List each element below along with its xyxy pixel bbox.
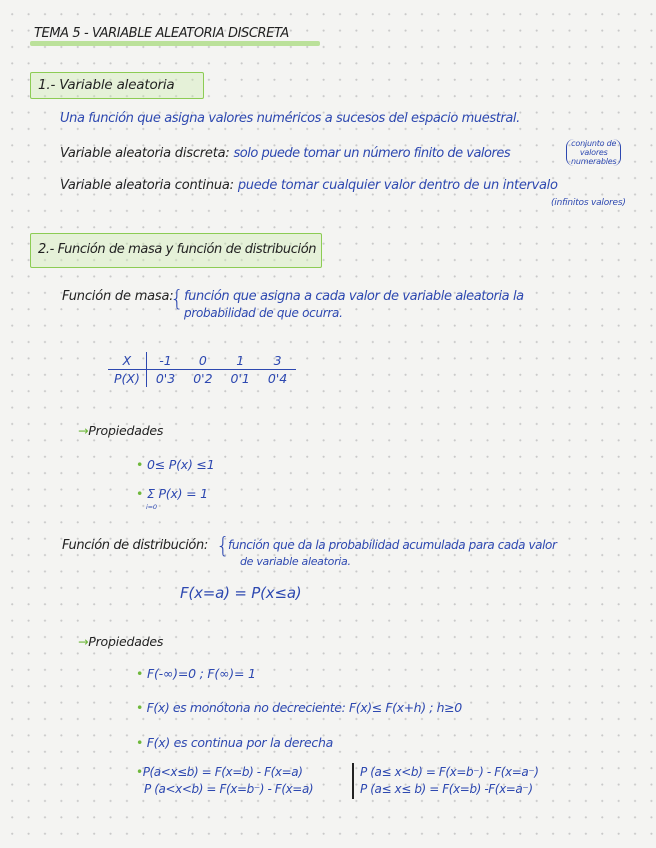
distribution-formula: F(x=a) = P(x≤a) xyxy=(180,584,302,602)
table-p-label: P(X) xyxy=(108,370,146,388)
mass-brace: { xyxy=(170,287,184,312)
table-p-value: 0'3 xyxy=(155,371,176,386)
table-x-value: 0 xyxy=(184,352,221,370)
distribution-properties-heading: →Propiedades xyxy=(78,634,164,649)
bullet-icon: • xyxy=(136,457,144,472)
section1-heading: 1.- Variable aleatoria xyxy=(38,77,175,93)
mass-desc-line-1: función que asigna a cada valor de variable aleatoria la xyxy=(184,289,524,304)
random-variable-definition: Una función que asigna valores numéricos a sucesos del espacio muestral. xyxy=(60,111,520,126)
interval-formula: P (a≤ x≤ b) = F(x=b) -F(x=a⁻) xyxy=(360,782,533,796)
discrete-note xyxy=(566,139,621,166)
bullet-icon: • xyxy=(136,486,144,501)
table-p-value: 0'4 xyxy=(267,371,288,386)
interval-left-block xyxy=(136,764,313,798)
table-x-value: 1 xyxy=(222,352,259,370)
distribution-brace: { xyxy=(216,534,230,559)
mass-properties-heading: →Propiedades xyxy=(78,423,164,438)
mass-function-term: Función de masa: xyxy=(62,289,174,304)
table-p-value: 0'2 xyxy=(193,371,213,386)
table-x-label: X xyxy=(108,352,146,370)
title-highlight xyxy=(30,41,320,46)
continuous-desc: puede tomar cualquier valor dentro de un intervalo xyxy=(237,178,558,193)
distribution-property-2: • F(x) es monótona no decreciente: F(x)≤ F(x+h) ; h≥0 xyxy=(136,700,462,715)
interval-formula: •P(a<x≤b) = F(x=b) - F(x=a) xyxy=(136,765,303,779)
bullet-icon: • xyxy=(136,700,143,715)
bullet-icon: • xyxy=(136,735,144,750)
arrow-right-icon: → xyxy=(78,423,89,438)
discrete-desc: solo puede tomar un número finito de valores xyxy=(233,146,511,161)
discrete-note-line-1: conjunto de xyxy=(571,139,617,148)
bullet-icon: • xyxy=(136,666,144,681)
distribution-property-3: • F(x) es continua por la derecha xyxy=(136,735,333,750)
page-title: TEMA 5 - VARIABLE ALEATORIA DISCRETA xyxy=(34,26,289,41)
arrow-right-icon: → xyxy=(78,634,89,649)
continuous-term: Variable aleatoria continua: xyxy=(60,178,234,193)
table-p-value: 0'1 xyxy=(230,371,250,386)
probability-table xyxy=(108,352,296,387)
interval-formula: P (a≤ x<b) = F(x=b⁻) - F(x=a⁻) xyxy=(360,765,539,779)
discrete-note-line-3: numerables xyxy=(571,157,617,166)
discrete-term: Variable aleatoria discreta: xyxy=(60,146,230,161)
mass-desc-line-2: probabilidad de que ocurra. xyxy=(184,306,343,320)
discrete-note-line-2: valores xyxy=(579,148,608,157)
interval-right-block xyxy=(360,764,539,798)
distribution-desc-line-1: función que da la probabilidad acumulada para cada valor xyxy=(228,538,557,552)
interval-divider xyxy=(352,763,354,799)
continuous-note: (infinitos valores) xyxy=(551,198,626,208)
mass-property-2: • Σ P(x) = 1 xyxy=(136,486,208,501)
section2-heading: 2.- Función de masa y función de distribución xyxy=(38,242,317,257)
sum-index: i=0 xyxy=(146,503,157,511)
distribution-property-1: • F(-∞)=0 ; F(∞)= 1 xyxy=(136,666,256,681)
distribution-function-term: Función de distribución: xyxy=(62,538,208,553)
interval-formula: P (a<x<b) = F(x=b⁻) - F(x=a) xyxy=(144,782,314,796)
mass-property-1: • 0≤ P(x) ≤1 xyxy=(136,457,215,472)
table-x-value: -1 xyxy=(146,352,184,370)
distribution-desc-line-2: de variable aleatoria. xyxy=(240,555,351,568)
discrete-variable-line xyxy=(60,146,510,161)
table-x-value: 3 xyxy=(259,352,296,370)
continuous-variable-line xyxy=(60,178,558,193)
bullet-icon: • xyxy=(136,765,143,779)
